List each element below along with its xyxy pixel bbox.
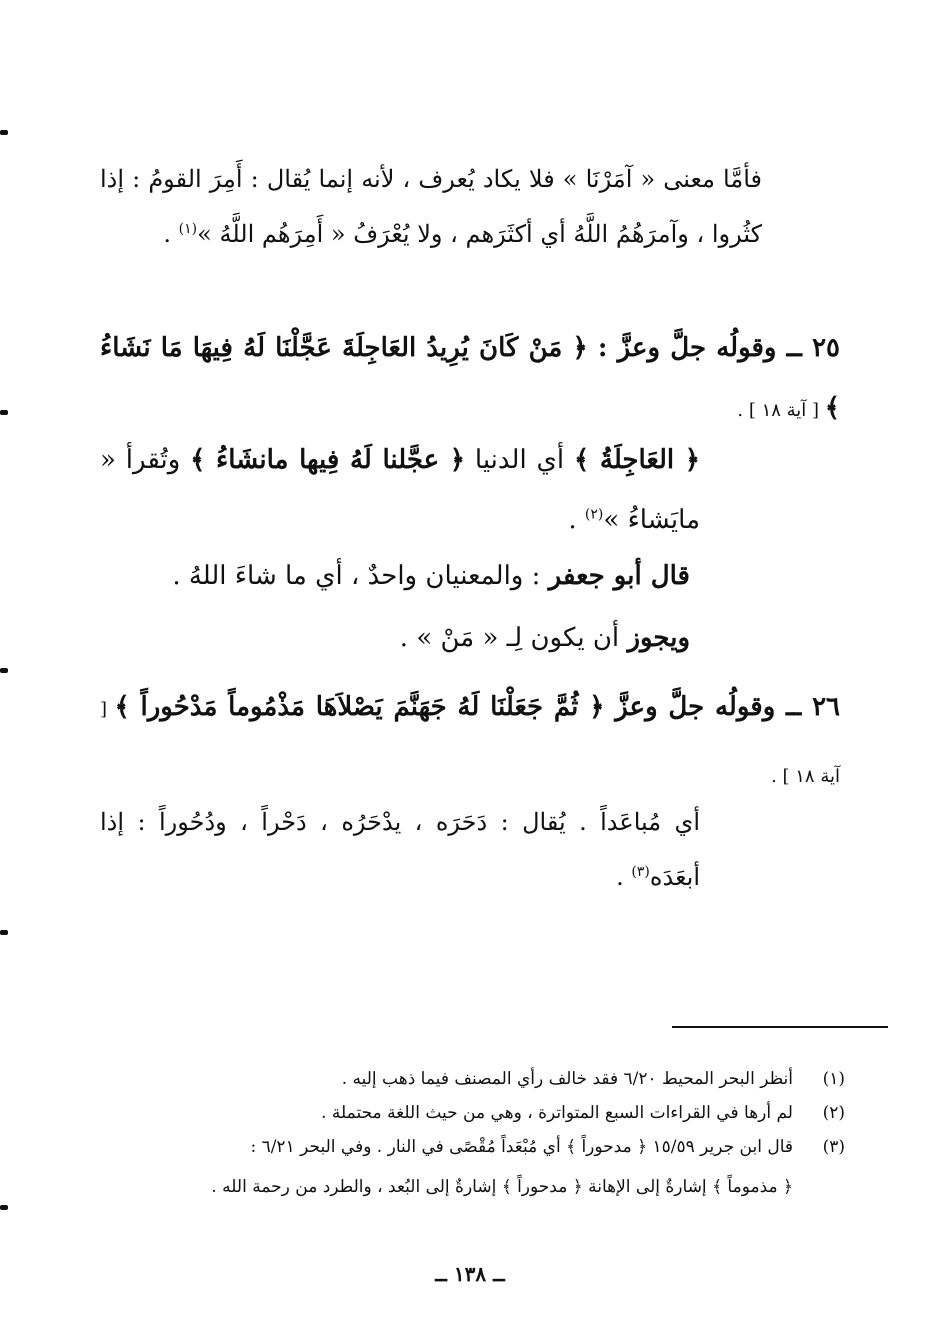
verse-text: ٢٥ ــ وقولُه جلَّ وعزَّ : ﴿ مَنْ كَانَ يُرِيدُ العَاجِلَةَ عَجَّلْنَا لَهُ فِيهَا مَا نَشَاءُ ﴾ [100, 333, 840, 423]
author-label: قال أبو جعفر [548, 561, 690, 591]
paragraph-amarna [100, 152, 762, 262]
footnote-text: لم أرها في القراءات السبع المتواترة ، وهي من حيث اللغة محتملة . [321, 1103, 793, 1123]
paragraph-text: : والمعنيان واحدٌ ، أي ما شاءَ اللهُ . [172, 561, 549, 591]
footnote-text: أنظر البحر المحيط ٦/٢٠ فقد خالف رأي المصنف فيما ذهب إليه . [341, 1069, 793, 1089]
footnote-3 [100, 1130, 845, 1164]
footnote-divider [672, 1026, 888, 1028]
footnote-number: (٢) [822, 1103, 845, 1123]
paragraph-text: فأمَّا معنى « آمَرْنَا » فلا يكاد يُعرف ، لأنه إنما يُقال : أَمِرَ القومُ : إذا كثُروا ، وآمرَهُمُ اللَّهُ أي أكثَرَهم ، ولا يُعْرَفُ « أَمِرَهُم اللَّهُ » [100, 165, 762, 248]
footnote-text: ﴿ مذموماً ﴾ إشارةٌ إلى الإهانة ﴿ مدحوراً ﴾ إشارةٌ إلى البُعد ، والطرد من رحمة الله . [211, 1177, 793, 1197]
page-number: ــ ١٣٨ ــ [435, 1262, 505, 1286]
verse-reference: [ آية ١٨ ] . [100, 699, 840, 787]
lead-word: ويجوز [627, 623, 690, 653]
paragraph-text: وتُقرأ « مايَشاءُ » [100, 445, 700, 535]
footnote-ref: (١) [178, 221, 198, 237]
paragraph-text: أي الدنيا [465, 445, 574, 475]
verse-25 [100, 318, 840, 441]
edge-mark [0, 668, 8, 673]
footnote-3-continued [100, 1170, 845, 1204]
quoted-word: ﴿ العَاجِلَةُ ﴾ [574, 445, 700, 475]
edge-mark [0, 930, 8, 935]
paragraph-text: أن يكون لِـ « مَنْ » . [399, 623, 628, 653]
verse-text: ٢٦ ــ وقولُه جلَّ وعزَّ ﴿ ثُمَّ جَعَلْنَا لَهُ جَهَنَّمَ يَصْلاَهَا مَذْمُوماً مَدْحُوراً ﴾ [114, 692, 840, 722]
edge-mark [0, 410, 8, 415]
footnote-ref: (٣) [631, 864, 650, 880]
paragraph-text: أي مُباعَداً . يُقال : دَحَرَه ، يدْحَرُه ، دَحْراً ، ودُحُوراً : إذا أبعَدَه [100, 808, 700, 891]
footnote-number: (١) [822, 1069, 845, 1089]
edge-mark [0, 130, 8, 135]
footnote-number: (٣) [822, 1137, 845, 1157]
quoted-verse: ﴿ عجَّلنا لَهُ فِيها مانشَاءُ ﴾ [190, 445, 466, 475]
footnote-1 [100, 1062, 845, 1096]
abu-jafar-note [100, 545, 690, 607]
footnote-ref: (٢) [584, 506, 604, 523]
footnote-2 [100, 1096, 845, 1130]
footnote-text: قال ابن جرير ١٥/٥٩ ﴿ مدحوراً ﴾ أي مُبْعَداً مُقْصًى في النار . وفي البحر ٦/٢١ : [250, 1137, 793, 1157]
yajuz-note [100, 607, 690, 669]
commentary-madhur [100, 795, 700, 905]
paragraph-end: . [616, 863, 632, 891]
verse-26 [100, 675, 840, 809]
verse-reference: [ آية ١٨ ] . [737, 400, 825, 421]
paragraph-end: . [568, 505, 585, 535]
commentary-ajila [100, 430, 700, 550]
edge-mark [0, 1205, 8, 1210]
paragraph-end: . [163, 220, 179, 248]
